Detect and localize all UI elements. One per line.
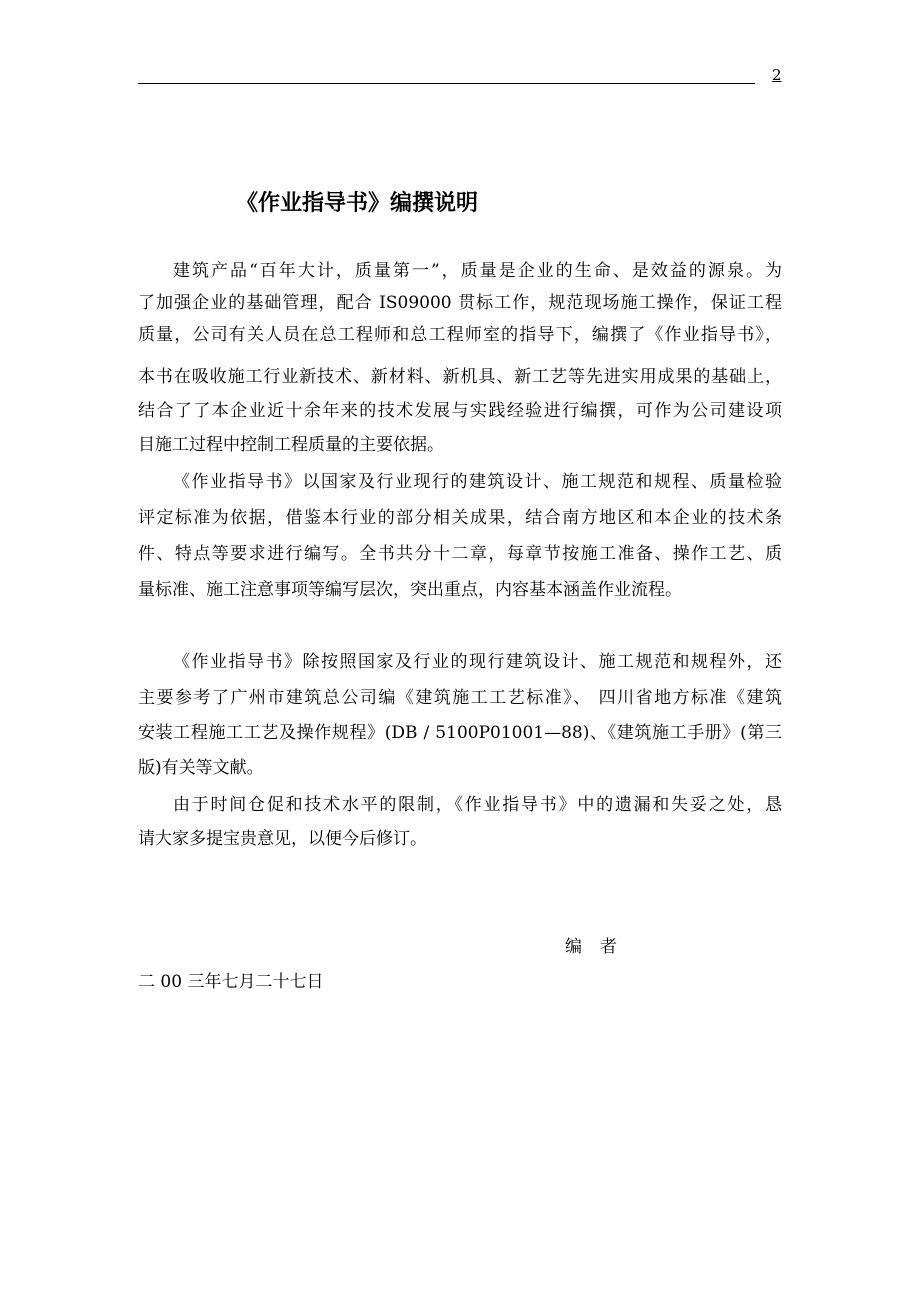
document-title: 《作业指导书》编撰说明	[236, 191, 479, 216]
paragraph-1-line-5: 结合了了本企业近十余年来的技术发展与实践经验进行编撰，可作为公司建设项	[138, 401, 782, 421]
paragraph-1-line-3: 质量，公司有关人员在总工程师和总工程师室的指导下，编撰了《作业指导书》，	[138, 325, 782, 345]
paragraph-3-line-3: 安装工程施工工艺及操作规程》(DB / 5100P01001—88)、《建筑施工手册》(第三	[138, 723, 782, 743]
paragraph-1-line-2: 了加强企业的基础管理，配合 IS09000 贯标工作，规范现场施工操作，保证工程	[138, 293, 782, 313]
paragraph-4-line-1: 由于时间仓促和技术水平的限制，《作业指导书》中的遗漏和失妥之处，恳	[173, 795, 782, 815]
signature: 编者	[565, 937, 635, 957]
paragraph-4-line-2: 请大家多提宝贵意见，以便今后修订。	[138, 829, 427, 849]
paragraph-3-line-2: 主要参考了广州市建筑总公司编《建筑施工工艺标准》、 四川省地方标准《建筑	[138, 688, 782, 708]
document-date: 二 00 三年七月二十七日	[138, 972, 324, 992]
paragraph-3-line-4: 版)有关等文献。	[138, 758, 264, 778]
paragraph-1-line-1: 建筑产品“百年大计，质量第一”，质量是企业的生命、是效益的源泉。为	[173, 261, 782, 281]
paragraph-1-line-4: 本书在吸收施工行业新技术、新材料、新机具、新工艺等先进实用成果的基础上，	[138, 367, 782, 387]
paragraph-2-line-1: 《作业指导书》以国家及行业现行的建筑设计、施工规范和规程、质量检验	[173, 472, 782, 492]
page-number: 2	[772, 66, 782, 84]
paragraph-2-line-2: 评定标准为依据，借鉴本行业的部分相关成果，结合南方地区和本企业的技术条	[138, 508, 782, 528]
paragraph-1-line-6: 目施工过程中控制工程质量的主要依据。	[138, 435, 444, 455]
paragraph-2-line-3: 件、特点等要求进行编写。全书共分十二章，每章节按施工准备、操作工艺、质	[138, 544, 782, 564]
paragraph-2-line-4: 量标准、施工注意事项等编写层次，突出重点，内容基本涵盖作业流程。	[138, 580, 682, 600]
paragraph-3-line-1: 《作业指导书》除按照国家及行业的现行建筑设计、施工规范和规程外，还	[173, 652, 782, 672]
header-rule	[138, 83, 755, 84]
